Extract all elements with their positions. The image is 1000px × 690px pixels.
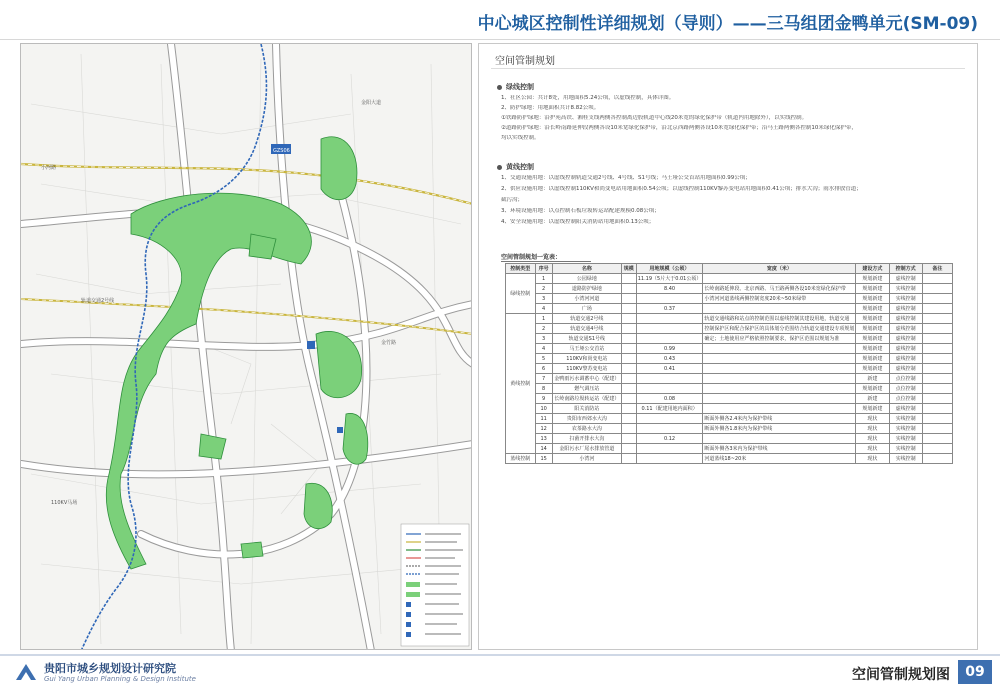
table-cell — [636, 384, 703, 394]
panel-title: 空间管制规划 — [495, 56, 555, 67]
table-cell — [621, 434, 636, 444]
table-cell — [922, 444, 952, 454]
green-line-text-1: 1、社区公园：共计8处，用地面积5.24公顷，以虚线控制，具体详图。 — [501, 95, 675, 101]
table-body — [506, 274, 953, 464]
table-cell — [621, 314, 636, 324]
table-cell: 2 — [535, 284, 552, 294]
table-cell: 点位控制 — [889, 384, 922, 394]
table-header-cell: 宽度（米） — [703, 264, 856, 274]
table-cell: 1 — [535, 274, 552, 284]
table-cell: 断面外侧各2.4米内为保护带线 — [703, 414, 856, 424]
table-cell: 公园绿地 — [552, 274, 621, 284]
table-cell — [621, 414, 636, 424]
table-cell: 小湾河河道 — [552, 294, 621, 304]
table-cell: 新建 — [856, 374, 889, 384]
yellow-line-text-1: 1、交通设施用地：以虚线控制轨道交通2号线、4号线、S1号线；马王垭公交首站用地面积0.99公顷； — [501, 175, 751, 181]
table-cell: 轨道交通S1号线 — [552, 334, 621, 344]
table-cell — [621, 324, 636, 334]
table-cell — [703, 344, 856, 354]
table-cell — [922, 454, 952, 464]
table-cell: 轨道交通2号线 — [552, 314, 621, 324]
table-cell: 虚线控制 — [889, 344, 922, 354]
yellow-line-text-3: 截污沟； — [501, 197, 524, 203]
table-cell: 实线控制 — [889, 444, 922, 454]
table-cell: 点位控制 — [889, 394, 922, 404]
table-cell: 14 — [535, 444, 552, 454]
table-row — [506, 404, 953, 414]
table-row — [506, 344, 953, 354]
table-cell — [922, 284, 952, 294]
institute-logo-icon — [14, 660, 38, 684]
table-row — [506, 444, 953, 454]
table-cell: 虚线控制 — [889, 274, 922, 284]
table-row — [506, 354, 953, 364]
table-cell: 河道蓝线18~20米 — [703, 454, 856, 464]
institute-name-en: Gui Yang Urban Planning & Design Institute — [44, 675, 196, 683]
table-cell: 规划新建 — [856, 324, 889, 334]
table-cell — [621, 344, 636, 354]
table-cell: 金阳污水厂尾水排放管道 — [552, 444, 621, 454]
table-cell: 15 — [535, 454, 552, 464]
table-cell — [922, 304, 952, 314]
table-cell: 点位控制 — [889, 374, 922, 384]
table-cell — [922, 414, 952, 424]
table-row — [506, 374, 953, 384]
table-header-row — [506, 264, 953, 274]
table-cell: 现状 — [856, 444, 889, 454]
table-header-cell: 名称 — [552, 264, 621, 274]
table-cell: 规划新建 — [856, 354, 889, 364]
control-table — [505, 263, 953, 464]
table-header-cell: 备注 — [922, 264, 952, 274]
table-cell: 实线控制 — [889, 424, 922, 434]
map-legend — [401, 524, 469, 646]
table-cell: 3 — [535, 294, 552, 304]
table-cell — [621, 334, 636, 344]
table-cell: 新建 — [856, 394, 889, 404]
table-cell: 0.41 — [636, 364, 703, 374]
table-cell: 8.40 — [636, 284, 703, 294]
table-cell — [621, 384, 636, 394]
table-cell: 控制保护区和配合保护区的具体划分范围结合轨道交通建设专项规划 — [704, 325, 855, 332]
table-row — [506, 434, 953, 444]
table-cell — [621, 374, 636, 384]
table-cell: 0.12 — [636, 434, 703, 444]
map-canvas[interactable] — [21, 44, 472, 650]
table-cell — [922, 394, 952, 404]
map-label-110kv: 110KV马场 — [51, 500, 78, 506]
table-cell — [621, 424, 636, 434]
table-cell — [922, 364, 952, 374]
table-cell — [703, 384, 856, 394]
table-cell: 规划新建 — [856, 284, 889, 294]
table-cell: 12 — [535, 424, 552, 434]
table-cell — [636, 454, 703, 464]
green-line-section-heading — [497, 82, 534, 92]
table-cell — [922, 434, 952, 444]
table-cell: 8 — [535, 384, 552, 394]
table-row — [506, 304, 953, 314]
map-label-xiaohe: 小河路 — [41, 165, 57, 171]
table-cell: 长岭南路垃圾转运站（配建） — [552, 394, 621, 404]
table-row — [506, 314, 953, 324]
table-cell-category: 绿线控制 — [506, 274, 536, 314]
table-cell: 4 — [535, 304, 552, 314]
table-cell — [922, 374, 952, 384]
table-cell: 实线控制 — [889, 454, 922, 464]
table-row — [506, 284, 953, 294]
table-cell: 2 — [535, 324, 552, 334]
table-cell: 4 — [535, 344, 552, 354]
table-row — [506, 424, 953, 434]
page-title: 中心城区控制性详细规划（导则）——三马组团金鸭单元(SM-09) — [477, 14, 978, 34]
table-cell — [636, 444, 703, 454]
table-cell: 11 — [535, 414, 552, 424]
table-cell — [922, 384, 952, 394]
table-cell: 7 — [535, 374, 552, 384]
table-cell: 小湾河河道蓝线两侧控制宽度20米~50米绿带 — [703, 294, 856, 304]
table-cell: 3 — [535, 334, 552, 344]
map-label-jinyang: 金阳大道 — [361, 100, 382, 106]
table-cell: 广场 — [552, 304, 621, 314]
table-header-cell: 控制类型 — [506, 264, 536, 274]
table-cell: 规划新建 — [856, 344, 889, 354]
table-cell — [636, 334, 703, 344]
table-cell — [922, 404, 952, 414]
table-cell: 11.19（5片大于0.01公顷） — [637, 275, 702, 282]
table-cell: 110KV黎苏变电站 — [552, 364, 621, 374]
table-cell — [703, 274, 856, 284]
table-cell: 现状 — [856, 454, 889, 464]
table-row — [506, 334, 953, 344]
table-cell: 虚线控制 — [889, 324, 922, 334]
table-caption-underline — [501, 261, 591, 262]
footer-divider — [0, 654, 1000, 656]
green-line-text-3: ①铁路防护绿地：沿护苑高铁、湘桂支线两侧各控制离边股轨道中心线20米宽的绿化保护带（轨道内用地除外），以实线控制。 — [501, 115, 808, 121]
table-cell: 金鸭雨污水调蓄中心（配建） — [552, 374, 621, 384]
table-cell — [621, 364, 636, 374]
yellow-line-heading-text: 黄线控制 — [506, 163, 534, 171]
table-cell: 虚线控制 — [889, 364, 922, 374]
table-cell — [703, 394, 856, 404]
table-cell: 断面外侧各1.8米内为保护带线 — [703, 424, 856, 434]
green-line-heading-text: 绿线控制 — [506, 83, 534, 91]
table-cell — [621, 454, 636, 464]
table-cell — [703, 304, 856, 314]
yellow-line-text-5: 4、安全设施用地：以虚线控制阳关消防站用地面积0.13公顷； — [501, 219, 655, 225]
table-cell: 马王垭公交首站 — [552, 344, 621, 354]
table-cell: 13 — [535, 434, 552, 444]
table-row — [506, 294, 953, 304]
table-cell — [703, 434, 856, 444]
table-cell: 轨道交通线路和站点的控制范围以虚线控制其建设用地，轨道交通 — [703, 314, 856, 324]
table-cell — [922, 344, 952, 354]
table-cell — [922, 324, 952, 334]
table-cell: 规划新建 — [856, 384, 889, 394]
green-line-text-4: ②道路防护绿地：沿长岭南路延伸段两侧各设10米宽绿化保护带，沿北京西路两侧各设10米宽绿化保护带；沿马王路两侧各控制10米绿化保护带， — [501, 125, 857, 131]
table-cell: 6 — [535, 364, 552, 374]
table-cell: 现状 — [856, 424, 889, 434]
table-cell — [621, 274, 636, 284]
table-cell — [636, 314, 703, 324]
table-cell: 9 — [535, 394, 552, 404]
table-cell — [922, 294, 952, 304]
table-cell: 贵阳市西郊水大沟 — [552, 414, 621, 424]
table-row — [506, 324, 953, 334]
table-header-cell: 规模 — [621, 264, 636, 274]
control-text-panel — [478, 43, 978, 650]
table-row — [506, 364, 953, 374]
table-cell — [636, 414, 703, 424]
table-cell — [621, 294, 636, 304]
table-cell: 虚线控制 — [889, 404, 922, 414]
table-header-cell: 序号 — [535, 264, 552, 274]
table-cell: 规划新建 — [856, 364, 889, 374]
table-row — [506, 414, 953, 424]
table-cell — [703, 354, 856, 364]
map-label-jinzhu: 金竹路 — [381, 340, 397, 346]
green-line-text-2: 2、防护绿地：用地面积共计8.82公顷。 — [501, 105, 600, 111]
table-row — [506, 384, 953, 394]
bullet-icon — [497, 165, 502, 170]
table-cell — [703, 404, 856, 414]
table-cell: 规划新建 — [856, 294, 889, 304]
table-cell: 规划新建 — [856, 274, 889, 284]
table-cell — [922, 424, 952, 434]
table-cell: 轨道交通4号线 — [552, 324, 621, 334]
table-cell: 0.11（配建用地内面积） — [636, 404, 703, 414]
table-cell: 5 — [535, 354, 552, 364]
table-cell — [636, 424, 703, 434]
panel-title-divider — [491, 68, 965, 69]
table-cell: 虚线控制 — [889, 314, 922, 324]
table-cell: 实线控制 — [889, 294, 922, 304]
table-cell: 虚线控制 — [889, 304, 922, 314]
table-cell: 实线控制 — [889, 284, 922, 294]
table-cell: 现状 — [856, 434, 889, 444]
table-header-cell: 建设方式 — [856, 264, 889, 274]
table-cell: 实线控制 — [889, 434, 922, 444]
table-cell — [922, 274, 952, 284]
map-label-gzs06: GZS06 — [273, 148, 290, 154]
table-cell — [636, 374, 703, 384]
table-cell: 0.43 — [636, 354, 703, 364]
table-cell-category: 黄线控制 — [506, 314, 536, 454]
table-header-cell: 用地规模（公顷） — [636, 264, 703, 274]
table-cell: 1 — [535, 314, 552, 324]
page-header — [0, 0, 1000, 40]
table-cell — [636, 294, 703, 304]
table-cell: 扫菌开排水大沟 — [552, 434, 621, 444]
table-cell: 规划新建 — [856, 314, 889, 324]
table-cell: 0.99 — [636, 344, 703, 354]
table-cell: 确定；土地使用应严格依照控制要求，保护区范围以规划为准 — [703, 334, 856, 344]
table-cell: 规划新建 — [856, 334, 889, 344]
planning-map[interactable] — [20, 43, 472, 650]
table-cell: 0.37 — [636, 304, 703, 314]
table-cell: 110KV和尚变电站 — [552, 354, 621, 364]
table-cell: 虚线控制 — [889, 334, 922, 344]
map-label-rail2: 轨道交通2号线 — [81, 298, 115, 304]
table-cell — [621, 394, 636, 404]
map-name: 空间管制规划图 — [852, 667, 950, 683]
table-cell: 规划新建 — [856, 304, 889, 314]
table-row — [506, 394, 953, 404]
yellow-line-section-heading — [497, 162, 534, 172]
table-cell: 0.08 — [636, 394, 703, 404]
bullet-icon — [497, 85, 502, 90]
table-header-cell: 控制方式 — [889, 264, 922, 274]
page-number-badge: 09 — [958, 660, 992, 684]
table-cell: 规划新建 — [856, 404, 889, 414]
table-cell — [922, 314, 952, 324]
table-cell: 阳关消防站 — [552, 404, 621, 414]
table-cell: 实线控制 — [889, 414, 922, 424]
table-cell: 道路防护绿地 — [552, 284, 621, 294]
institute-name-cn: 贵阳市城乡规划设计研究院 — [44, 662, 176, 675]
table-cell — [922, 334, 952, 344]
table-cell — [621, 304, 636, 314]
table-cell: 燃气调压站 — [552, 384, 621, 394]
table-cell — [621, 354, 636, 364]
table-cell — [703, 374, 856, 384]
green-line-text-5: 均以实线控制。 — [501, 135, 540, 141]
table-row — [506, 454, 953, 464]
table-cell: 小湾河 — [552, 454, 621, 464]
table-cell: 长岭南路延伸段、北京西路、马王路两侧各设10米宽绿化保护带 — [703, 284, 856, 294]
table-cell: 农茶路水大沟 — [552, 424, 621, 434]
table-row — [506, 274, 953, 284]
yellow-line-text-4: 3、环境设施用地：以点控制石板垃圾转运站配建规模0.08公顷； — [501, 208, 660, 214]
table-cell: 断面外侧各3米内为保护带线 — [703, 444, 856, 454]
table-cell — [621, 404, 636, 414]
table-cell: 虚线控制 — [889, 354, 922, 364]
page-footer — [0, 652, 1000, 690]
table-cell — [703, 364, 856, 374]
table-cell — [621, 284, 636, 294]
yellow-line-text-2: 2、供应设施用地：以虚线控制110KV和尚变电站用地面积0.54公顷；以虚线控制110KV黎苏变电站用地面积0.41公顷；排水大沟；雨水排放管道； — [501, 186, 862, 192]
table-cell: 10 — [535, 404, 552, 414]
table-cell: 现状 — [856, 414, 889, 424]
table-cell — [636, 324, 703, 334]
table-cell — [922, 354, 952, 364]
table-caption: 空间管制规划一览表： — [501, 254, 562, 261]
table-cell-category: 蓝线控制 — [506, 454, 536, 464]
table-cell — [621, 444, 636, 454]
